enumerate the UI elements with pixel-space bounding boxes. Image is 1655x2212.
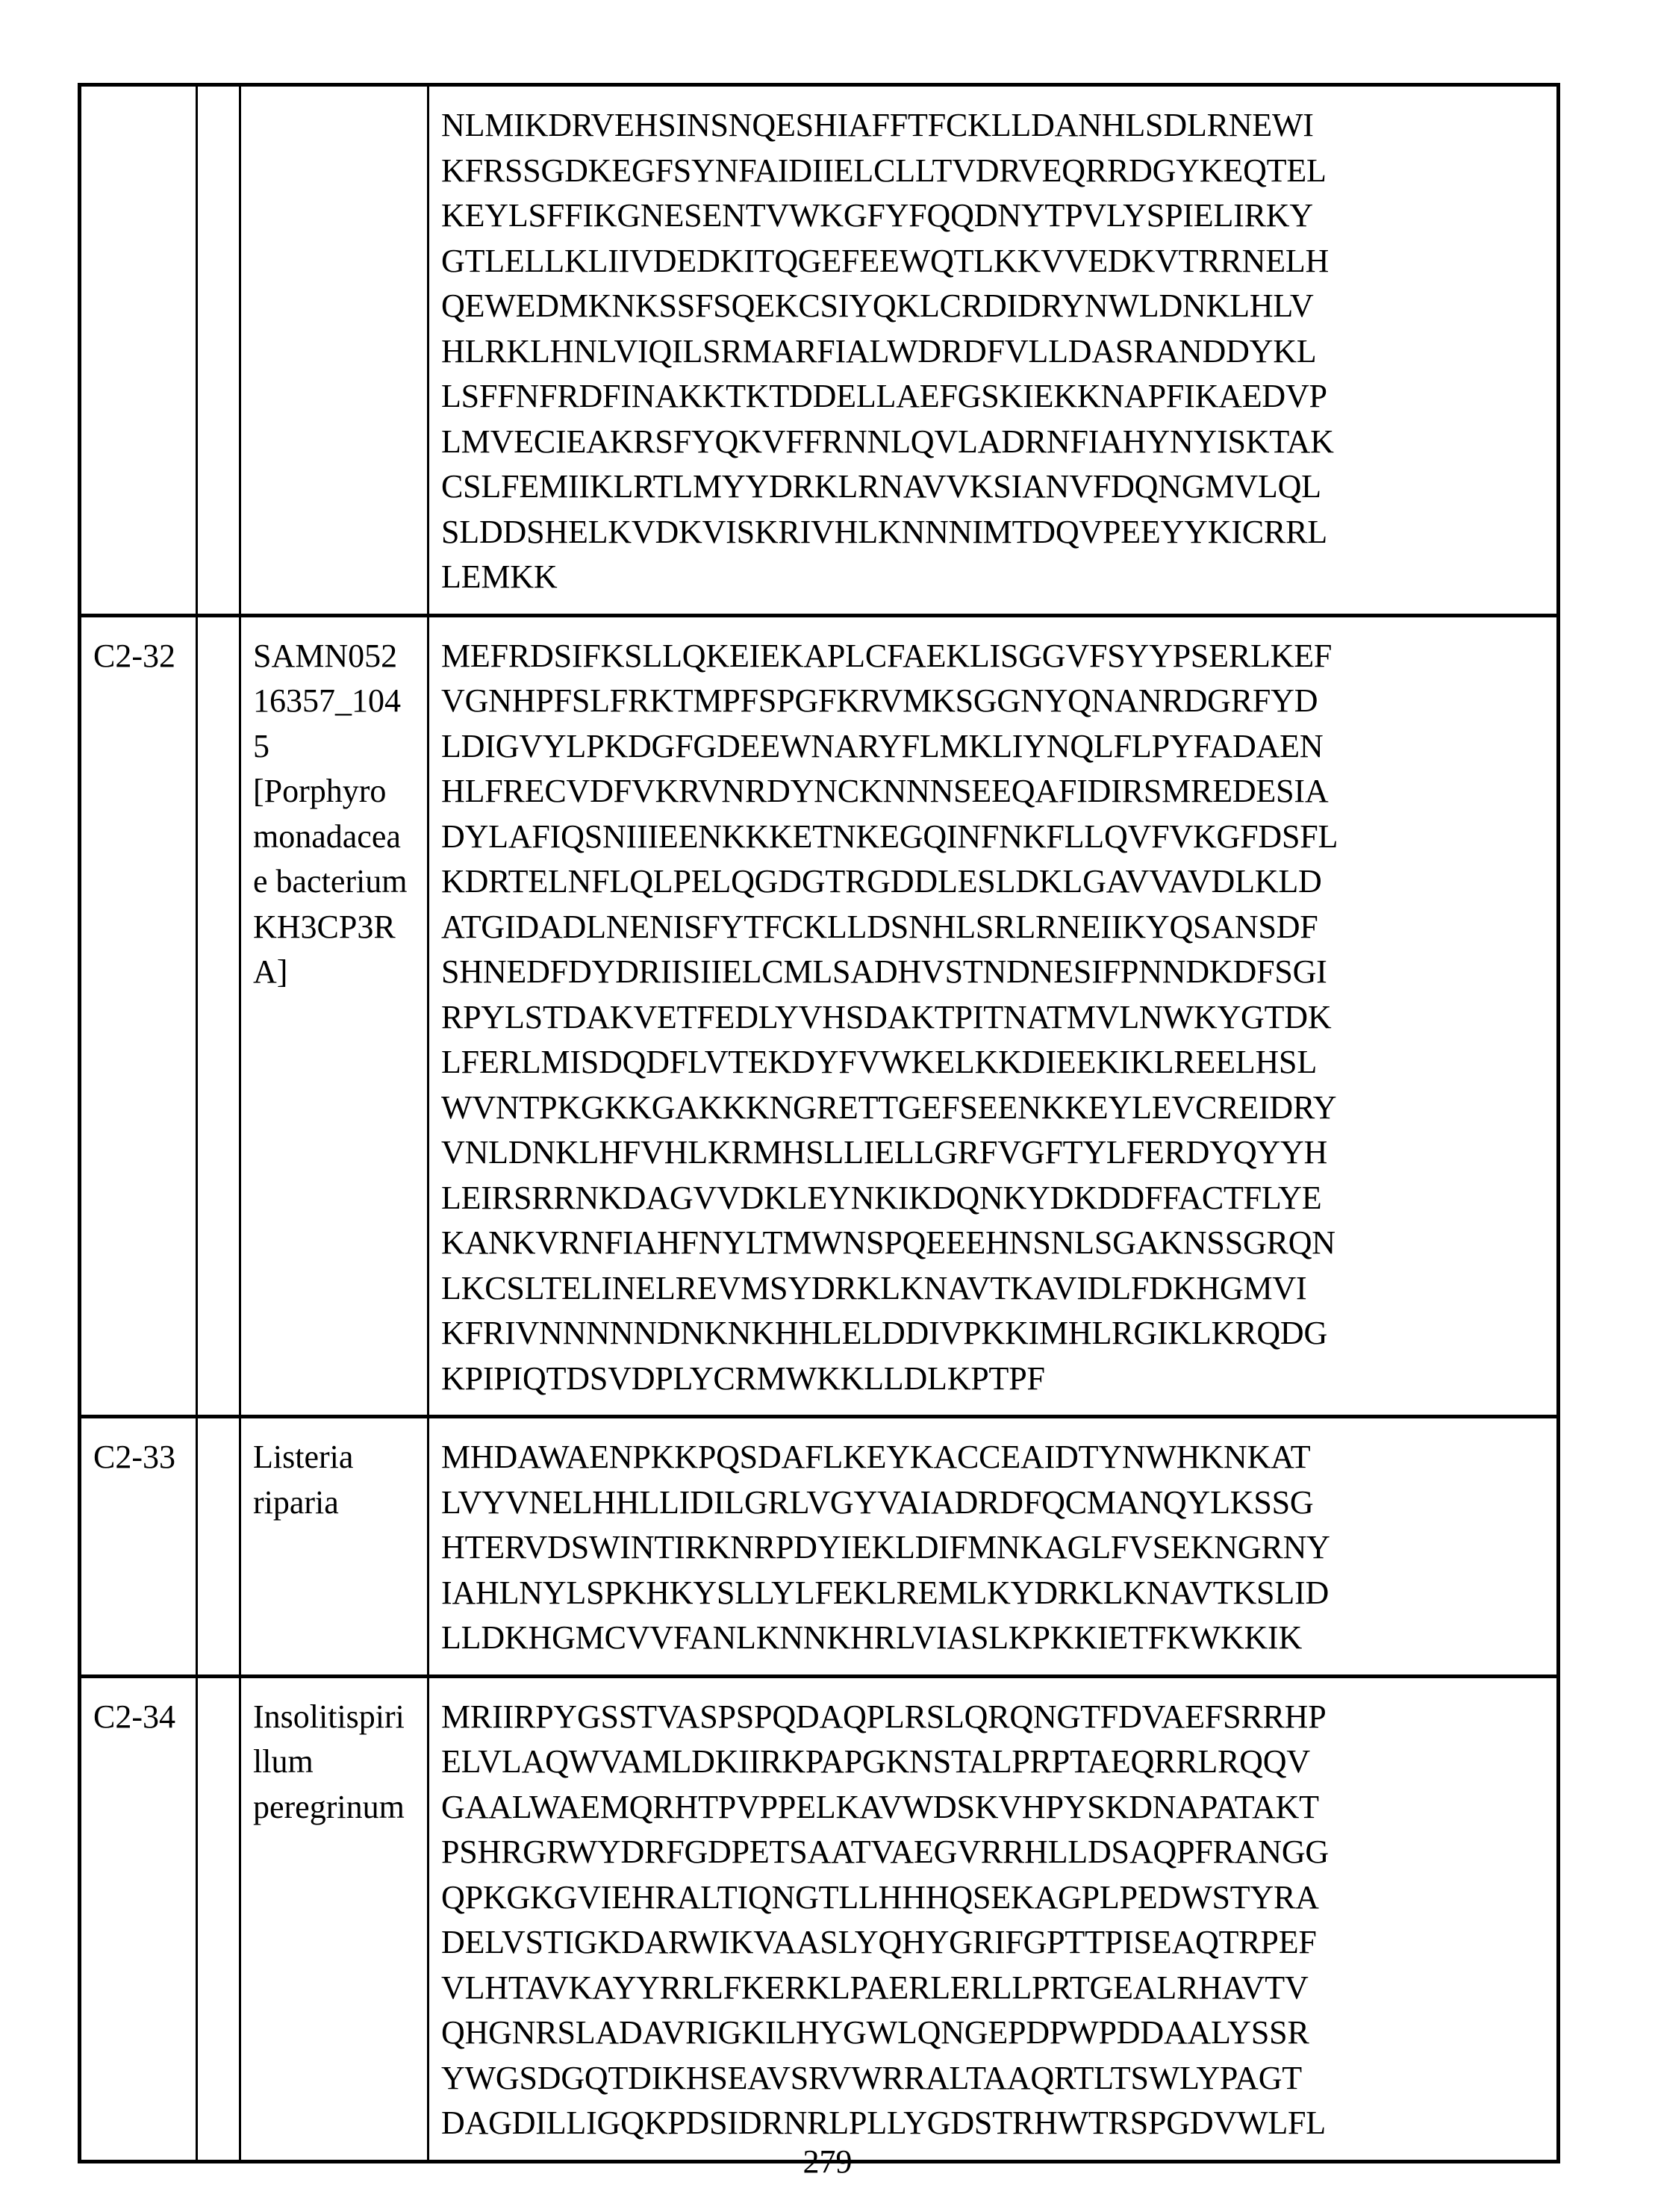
organism-line: [Porphyro	[253, 773, 387, 809]
sequence-line: MRIIRPYGSSTVASPSPQDAQPLRSLQRQNGTFDVAEFSRRHP	[441, 1698, 1327, 1735]
sequence-line: HLRKLHNLVIQILSRMARFIALWDRDFVLLDASRANDDYKL	[441, 332, 1317, 370]
organism-cell	[240, 1676, 428, 2161]
organism-line: peregrinum	[253, 1788, 405, 1825]
sequence-line: LLDKHGMCVVFANLKNNKHRLVIASLKPKKIETFKWKKIK	[441, 1619, 1303, 1656]
table-row	[80, 85, 1559, 616]
row-id-cell: C2-32	[80, 615, 197, 1417]
sequence-line: LKCSLTELINELREVMSYDRKLKNAVTKAVIDLFDKHGMVI	[441, 1269, 1307, 1306]
sequence-line: WVNTPKGKKGAKKKNGRETTGEFSEENKKEYLEVCREIDRY	[441, 1088, 1337, 1126]
organism-line: KH3CP3R	[253, 908, 396, 945]
sequence-line: CSLFEMIIKLRTLMYYDRKLRNAVVKSIANVFDQNGMVLQL	[441, 468, 1321, 505]
sequence-line: YWGSDGQTDIKHSEAVSRVWRRALTAAQRTLTSWLYPAGT	[441, 2059, 1302, 2096]
sequence-line: SHNEDFDYDRIISIIELCMLSADHVSTNDNESIFPNNDKDFSGI	[441, 953, 1327, 990]
sequence-line: RPYLSTDAKVETFEDLYVHSDAKTPITNATMVLNWKYGTDK	[441, 998, 1332, 1035]
sequence-line: LEMKK	[441, 558, 558, 595]
table-row	[80, 615, 1559, 1417]
sequence-line: MEFRDSIFKSLLQKEIEKAPLCFAEKLISGGVFSYYPSERLKEF	[441, 637, 1333, 674]
row-id-cell: C2-33	[80, 1417, 197, 1677]
sequence-line: ATGIDADLNENISFYTFCKLLDSNHLSRLRNEIIKYQSANSDF	[441, 908, 1318, 945]
sequence-line: DYLAFIQSNIIIEENKKKETNKEGQINFNKFLLQVFVKGFDSFL	[441, 817, 1338, 855]
sequence-line: KANKVRNFIAHFNYLTMWNSPQEEEHNSNLSGAKNSSGRQN	[441, 1224, 1335, 1261]
sequence-line: GTLELLKLIIVDEDKITQGEFEEWQTLKKVVEDKVTRRNELH	[441, 242, 1330, 279]
table-row	[80, 1417, 1559, 1677]
sequence-cell	[428, 1417, 1559, 1677]
organism-line: A]	[253, 953, 288, 990]
page-number: 279	[802, 2143, 853, 2180]
organism-line: Insolitispiri	[253, 1698, 405, 1735]
sequence-line: PSHRGRWYDRFGDPETSAATVAEGVRRHLLDSAQPFRANGG	[441, 1834, 1329, 1870]
sequence-line: LDIGVYLPKDGFGDEEWNARYFLMKLIYNQLFLPYFADAEN	[441, 727, 1324, 764]
table-row	[80, 1676, 1559, 2161]
sequence-line: QEWEDMKNKSSFSQEKCSIYQKLCRDIDRYNWLDNKLHLV	[441, 287, 1314, 324]
sequence-line: KEYLSFFIKGNESENTVWKGFYFQQDNYTPVLYSPIELIRKY	[441, 197, 1313, 234]
row-id-cell	[80, 85, 197, 616]
organism-line: 16357_104	[253, 682, 401, 719]
sequence-cell	[428, 1676, 1559, 2161]
sequence-line: LVYVNELHHLLIDILGRLVGYVAIADRDFQCMANQYLKSSG	[441, 1483, 1314, 1521]
sequence-line: VGNHPFSLFRKTMPFSPGFKRVMKSGGNYQNANRDGRFYD	[441, 682, 1318, 719]
sequence-cell	[428, 615, 1559, 1417]
sequence-line: VLHTAVKAYYRRLFKERKLPAERLERLLPRTGEALRHAVTV	[441, 1969, 1309, 2006]
row-blank-cell	[197, 615, 240, 1417]
sequence-line: HTERVDSWINTIRKNRPDYIEKLDIFMNKAGLFVSEKNGRNY	[441, 1529, 1330, 1565]
row-blank-cell	[197, 85, 240, 616]
sequence-line: ELVLAQWVAMLDKIIRKPAPGKNSTALPRPTAEQRRLRQQV	[441, 1743, 1310, 1780]
sequence-cell	[428, 85, 1559, 616]
sequence-line: LEIRSRRNKDAGVVDKLEYNKIKDQNKYDKDDFFACTFLYE	[441, 1179, 1322, 1216]
sequence-line: VNLDNKLHFVHLKRMHSLLIELLGRFVGFTYLFERDYQYYH	[441, 1134, 1328, 1171]
organism-line: monadacea	[253, 817, 401, 855]
sequence-line: DAGDILLIGQKPDSIDRNRLPLLYGDSTRHWTRSPGDVWLFL	[441, 2104, 1326, 2141]
sequence-line: SLDDSHELKVDKVISKRIVHLKNNNIMTDQVPEEYYKICRRL	[441, 513, 1327, 550]
sequence-line: LFERLMISDQDFLVTEKDYFVWKELKKDIEEKIKLREELHSL	[441, 1044, 1318, 1080]
sequence-line: GAALWAEMQRHTPVPPELKAVWDSKVHPYSKDNAPATAKT	[441, 1788, 1319, 1825]
organism-line: SAMN052	[253, 637, 398, 674]
organism-cell	[240, 85, 428, 616]
sequence-line: DELVSTIGKDARWIKVAASLYQHYGRIFGPTTPISEAQTRPEF	[441, 1924, 1317, 1960]
organism-line: llum	[253, 1743, 314, 1780]
sequence-line: IAHLNYLSPKHKYSLLYLFEKLREMLKYDRKLKNAVTKSLID	[441, 1574, 1330, 1611]
organism-line: 5	[253, 727, 269, 764]
sequence-line: QHGNRSLADAVRIGKILHYGWLQNGEPDPWPDDAALYSSR	[441, 2014, 1309, 2051]
sequence-table	[78, 83, 1560, 2163]
sequence-line: LSFFNFRDFINAKKTKTDDELLAEFGSKIEKKNAPFIKAEDVP	[441, 378, 1327, 414]
organism-cell	[240, 1417, 428, 1677]
sequence-line: KPIPIQTDSVDPLYCRMWKKLLDLKPTPF	[441, 1359, 1045, 1397]
organism-cell	[240, 615, 428, 1417]
sequence-line: MHDAWAENPKKPQSDAFLKEYKACCEAIDTYNWHKNKAT	[441, 1439, 1311, 1475]
sequence-line: QPKGKGVIEHRALTIQNGTLLHHHQSEKAGPLPEDWSTYRA	[441, 1878, 1319, 1916]
row-id-cell: C2-34	[80, 1676, 197, 2161]
organism-line: e bacterium	[253, 863, 408, 900]
organism-line: Listeria	[253, 1439, 354, 1475]
sequence-line: LMVECIEAKRSFYQKVFFRNNLQVLADRNFIAHYNYISKTAK	[441, 423, 1334, 460]
sequence-line: HLFRECVDFVKRVNRDYNCKNNNSEEQAFIDIRSMREDESIA	[441, 773, 1329, 809]
row-blank-cell	[197, 1417, 240, 1677]
sequence-line: KFRIVNNNNNDNKNKHHLELDDIVPKKIMHLRGIKLKRQDG	[441, 1315, 1328, 1351]
sequence-line: KDRTELNFLQLPELQGDGTRGDDLESLDKLGAVVAVDLKLD	[441, 863, 1322, 900]
sequence-line: NLMIKDRVEHSINSNQESHIAFFTFCKLLDANHLSDLRNEWI	[441, 107, 1314, 143]
sequence-line: KFRSSGDKEGFSYNFAIDIIELCLLTVDRVEQRRDGYKEQTEL	[441, 152, 1327, 189]
organism-line: riparia	[253, 1483, 339, 1521]
row-blank-cell	[197, 1676, 240, 2161]
